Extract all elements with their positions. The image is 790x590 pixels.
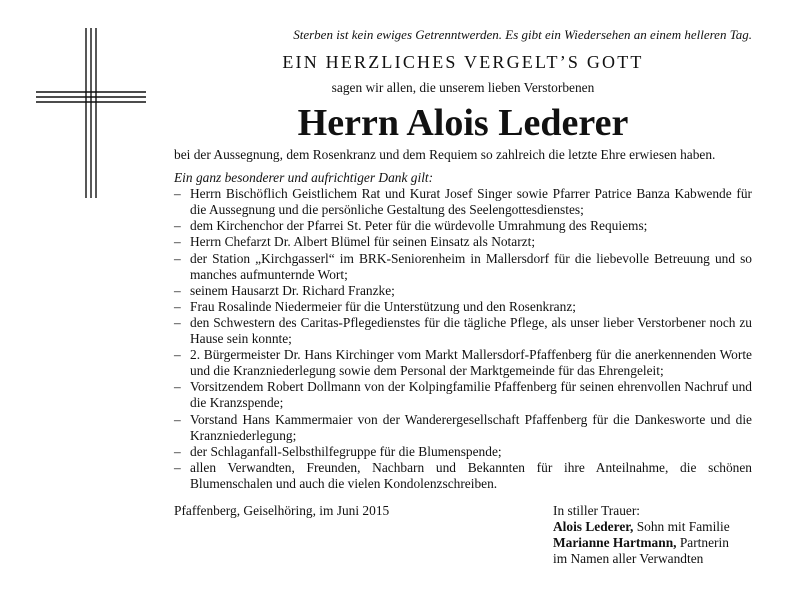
thanks-item	[174, 186, 752, 218]
thanks-item	[174, 218, 752, 234]
thanks-item-text: Herrn Bischöflich Geistlichem Rat und Kurat Josef Singer sowie Pfarrer Patrice Banza Kabwende für die Aussegnung und die persönliche Gestaltung des Seelengottesdienstes;	[190, 186, 752, 218]
dash-bullet: –	[174, 234, 181, 250]
thanks-item	[174, 234, 752, 250]
mourner-relation-1: Sohn mit Familie	[633, 519, 730, 534]
deceased-name: Herrn Alois Lederer	[297, 102, 629, 144]
mourner-line-1	[553, 519, 763, 535]
thanks-item	[174, 444, 752, 460]
dash-bullet: –	[174, 250, 181, 266]
special-thanks-heading: Ein ganz besonderer und aufrichtiger Dank gilt:	[174, 170, 434, 186]
thanks-item-text: Herrn Chefarzt Dr. Albert Blümel für seinen Einsatz als Notarzt;	[190, 234, 536, 250]
thanks-item	[174, 251, 752, 283]
thanks-item-text: den Schwestern des Caritas-Pflegedienstes für die tägliche Pflege, als unser lieber Verstorbener noch zu Hause sein konnte;	[190, 314, 752, 347]
dash-bullet: –	[174, 411, 181, 427]
thanks-item-text: 2. Bürgermeister Dr. Hans Kirchinger vom Markt Mallersdorf-Pfaffenberg für die anerkennenden Worte und die Kranzniederlegung sowie dem Personal der Marktgemeinde für das Ehrengeleit;	[190, 347, 752, 379]
thanks-item-text: Vorstand Hans Kammermaier von der Wanderergesellschaft Pfaffenberg für die Dankesworte und die Kranzniederlegung;	[190, 411, 752, 443]
thanks-item-text: der Schlaganfall-Selbsthilfegruppe für die Blumenspende;	[190, 443, 502, 459]
thanks-item-text: Frau Rosalinde Niedermeier für die Unterstützung und den Rosenkranz;	[190, 298, 576, 314]
dash-bullet: –	[174, 218, 181, 234]
dash-bullet: –	[174, 298, 181, 314]
dash-bullet: –	[174, 186, 181, 202]
thanks-item-text: seinem Hausarzt Dr. Richard Franzke;	[190, 282, 395, 298]
mourners-block	[553, 503, 763, 567]
thanks-item	[174, 283, 752, 299]
thanks-item	[174, 379, 752, 411]
motto-line: Sterben ist kein ewiges Getrenntwerden. Es gibt ein Wiedersehen an einem helleren Tag.	[293, 27, 752, 42]
place-date: Pfaffenberg, Geiselhöring, im Juni 2015	[174, 503, 390, 518]
thanks-item	[174, 460, 752, 492]
mourner-name-1: Alois Lederer,	[553, 519, 634, 534]
dash-bullet: –	[174, 443, 181, 459]
thanks-item-text: Vorsitzendem Robert Dollmann von der Kolpingfamilie Pfaffenberg für seinen ehrenvollen Nachruf und die Kranzspende;	[190, 379, 752, 411]
mourner-relation-2: Partnerin	[676, 535, 729, 550]
mourner-line-2	[553, 535, 763, 551]
dash-bullet: –	[174, 379, 181, 395]
thanks-heading: EIN HERZLICHES VERGELT’S GOTT	[282, 52, 644, 72]
mourner-line-3: im Namen aller Verwandten	[553, 551, 704, 566]
mourners-intro: In stiller Trauer:	[553, 503, 641, 518]
body-text	[174, 147, 752, 492]
thanks-list	[174, 186, 752, 492]
thanks-item-text: allen Verwandten, Freunden, Nachbarn und Bekannten für ihre Anteilnahme, die schönen Blumenschalen und auch die vielen Kondolenzschreiben.	[190, 459, 752, 491]
thanks-item	[174, 299, 752, 315]
intro-line: sagen wir allen, die unserem lieben Verstorbenen	[331, 80, 595, 95]
thanks-item-text: der Station „Kirchgasserl“ im BRK-Seniorenheim in Mallersdorf für die liebevolle Betreuung und so manches aufmunternde Wort;	[190, 250, 752, 282]
thanks-item	[174, 347, 752, 379]
cross-icon	[36, 28, 146, 198]
dash-bullet: –	[174, 459, 181, 475]
mourner-name-2: Marianne Hartmann,	[553, 535, 677, 550]
dash-bullet: –	[174, 314, 181, 330]
dash-bullet: –	[174, 282, 181, 298]
opening-paragraph: bei der Aussegnung, dem Rosenkranz und dem Requiem so zahlreich die letzte Ehre erwiesen haben.	[174, 147, 716, 162]
thanks-item	[174, 412, 752, 444]
thanks-item-text: dem Kirchenchor der Pfarrei St. Peter für die würdevolle Umrahmung des Requiems;	[190, 218, 648, 234]
thanks-item	[174, 315, 752, 347]
dash-bullet: –	[174, 347, 181, 363]
